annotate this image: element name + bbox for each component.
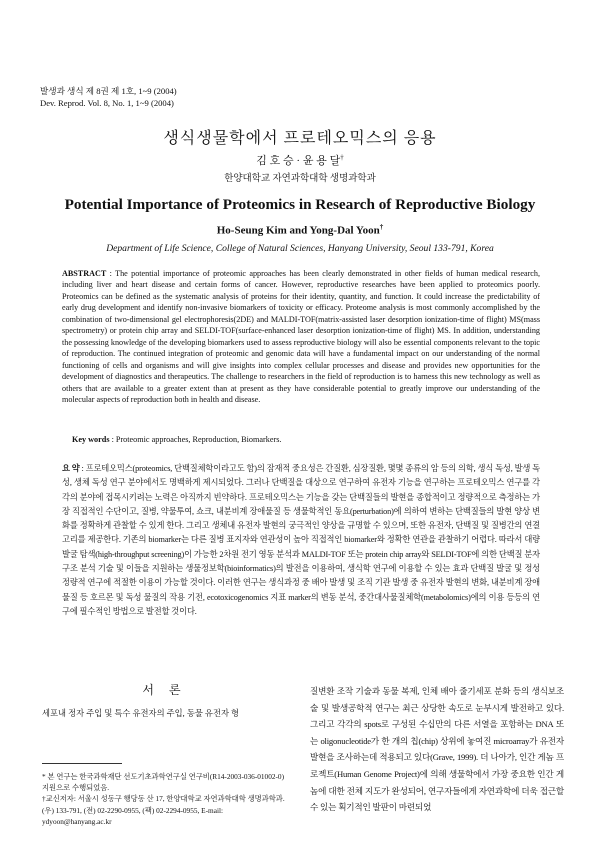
- english-abstract: [62, 268, 540, 405]
- correspondence-footnote: †교신저자: 서울시 성동구 행당동 산 17, 한양대학교 자연과학대학 생명과학과. (우) 133-791, (전) 02-2290-0955, (팩) 02-2294-0955, E-mail: ydyoon@hanyang.ac.kr: [42, 794, 285, 826]
- keywords: [72, 435, 542, 444]
- english-affiliation: Department of Life Science, College of Natural Sciences, Hanyang University, Seoul 133-791, Korea: [106, 243, 494, 254]
- abstract-text: : The potential importance of proteomic approaches has been clearly demonstrated in other fields of human medical research, including liver and heart disease and certain forms of cancer. However, reproductive researches have been applied to proteomics poorly. Proteomics can be defined as the systematic analysis of proteins for their identity, quantity, and function. It could increase the predictability of early drug development and identify non-invasive biomarkers of toxicity or efficacy. Proteome analysis is most commonly accomplished by the combination of two-dimensional gel electrophoresis(2DE) and MALDI-TOF(matrix-assisted laser desorption ionization-time of flight) MS(mass spectrometry) or protein chip array and SELDI-TOF(surface-enhanced laser desorption ionization-time of flight) MS. In addition, understanding the possessing knowledge of the developing biomarkers used to assess reproductive biology will also be essential components relevant to the topic of reproduction. The continued integration of proteomic and genomic data will have a fundamental impact on our understanding of the normal functioning of cells and organisms and will give insights into complex cellular processes and disease and provides new opportunities for the development of diagnostics and therapeutics. The challenge to researchers in the field of reproduction is to harness this new technology as well as others that are available to a greater extent than at present as they have considerable potential to greatly improve our understanding of the molecular aspects of reproduction both in health and disease.: [62, 269, 540, 404]
- abstract-label: ABSTRACT: [62, 269, 107, 278]
- korean-abstract-text: : 프로테오믹스(proteomics, 단백질체학이라고도 함)의 잠재적 중요성은 간질환, 심장질환, 몇몇 종류의 암 등의 의학, 생식 독성, 발생 독성, 생체 독성 연구 분야에서도 명백하게 제시되었다. 그러나 단백질을 대상으로 연구하여 유전자 기능을 연구하는 프로테오믹스 연구를 각각의 분야에 접목시키려는 노력은 아직까지 빈약하다. 프로테오믹스는 기능을 갖는 단백질들의 발현을 종합적이고 정량적으로 측정하는 가장 직접적인 수단이고, 질병, 약물투여, 쇼크, 내분비계 장애물질 등 생물학적인 동요(perturbation)에 의하여 변하는 단백질들의 발현 양상 변화를 정확하게 관찰할 수 있게 한다. 그리고 생체내 유전자 발현의 궁극적인 양상을 규명할 수 있으며, 또한 유전자, 단백질 및 질병간의 연결고리를 제공한다. 기존의 biomarker는 다른 질병 표지자와 연관성이 높아 직접적인 biomarker와 정확한 연관을 관찰하기 어렵다. 따라서 대량 발굴 탐색(high-throughput screening)이 가능한 2차원 전기 영동 분석과 MALDI-TOF 또는 protein chip array와 SELDI-TOF에 의한 단백질 분자 구조 분석 기술 및 이들을 지원하는 생물정보학(bioinformatics)의 발전을 이용하여, 생식학 연구에 이용할 수 있는 효과 단백질 발굴 및 정성 정량적 연구에 적절한 이용이 가능할 것이다. 이러한 연구는 생식과정 중 배아 발생 및 조직 기관 발생 중 유전자 발현의 변화, 내분비계 장애물질 등 호르몬 및 독성 물질의 작용 기전, ecotoxicogenomics 지표 marker의 변동 분석, 중간대사물질체학(metabolomics)에의 이용 등등의 연구에 필수적인 방법으로 발전할 것이다.: [62, 464, 540, 616]
- english-title: Potential Importance of Proteomics in Research of Reproductive Biology: [64, 196, 536, 213]
- korean-abstract-label: 요 약: [62, 464, 80, 473]
- korean-authors: 김 호 승 · 윤 용 달†: [256, 153, 344, 167]
- korean-abstract: [62, 462, 540, 619]
- footnotes: [42, 771, 290, 827]
- funding-footnote: * 본 연구는 한국과학재단 선도기초과학연구실 연구비(R14-2003-036-01002-0) 지원으로 수행되었음.: [42, 772, 285, 793]
- footnote-divider: [42, 763, 122, 764]
- korean-affiliation: 한양대학교 자연과학대학 생명과학과: [224, 174, 376, 184]
- keywords-label: Key words: [72, 435, 110, 444]
- journal-korean-reference: 발생과 생식 제 8권 제 1호, 1~9 (2004): [40, 86, 177, 96]
- korean-title: 생식생물학에서 프로테오믹스의 응용: [163, 130, 437, 147]
- introduction-heading: 서 론: [142, 683, 187, 697]
- english-authors: Ho-Seung Kim and Yong-Dal Yoon†: [216, 223, 384, 237]
- introduction-first-line: 세포내 정자 주입 및 특수 유전자의 주입, 동물 유전자 형: [42, 709, 240, 718]
- keywords-text: : Proteomic approaches, Reproduction, Biomarkers.: [111, 435, 282, 444]
- introduction-right-column: 질변환 조작 기술과 동물 복제, 인체 배아 줄기세포 분화 등의 생식보조술 및 발생공학적 연구는 최근 상당한 속도로 눈부시게 발전하고 있다. 그리고 각각의 spots로 구성된 수십만의 다른 서열을 포함하는 DNA 또는 oligonucleotide가 한 개의 칩(chip) 상위에 놓여진 microarray가 유전자 발현을 조사하는데 적용되고 있다(Grave, 1999). 더 나아가, 인간 게놈 프로젝트(Human Genome Project)에 의해 생물학에서 가장 중요한 인간 게놈에 대한 전체 지도가 완성되어, 연구자들에게 자연과학에 더욱 접근할 수 있는 획기적인 발판이 마련되었: [310, 686, 564, 813]
- journal-english-reference: Dev. Reprod. Vol. 8, No. 1, 1~9 (2004): [40, 98, 174, 108]
